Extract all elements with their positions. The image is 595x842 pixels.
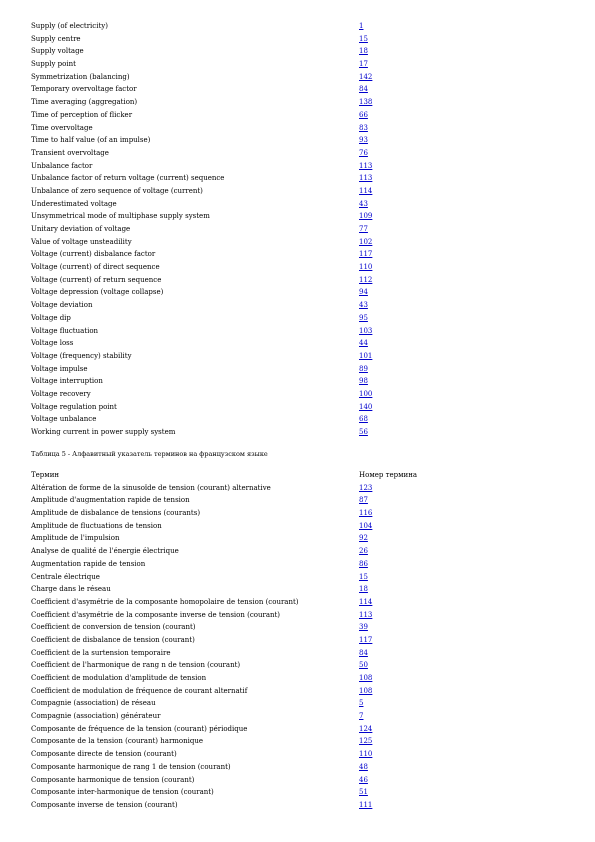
term-number-link[interactable]: 100 — [359, 389, 373, 398]
term-text: Symmetrization (balancing) — [31, 72, 130, 81]
term-number-link[interactable]: 114 — [359, 597, 373, 606]
index-row — [31, 109, 571, 122]
term-number-link[interactable]: 76 — [359, 148, 368, 157]
term-text: Amplitude de fluctuations de tension — [31, 521, 162, 530]
index-row — [31, 545, 571, 558]
index-row — [31, 96, 571, 109]
term-text: Supply (of electricity) — [31, 22, 108, 30]
term-number-link[interactable]: 110 — [359, 750, 373, 759]
index-row — [31, 375, 571, 388]
term-number-link[interactable]: 66 — [359, 110, 368, 119]
term-number-link[interactable]: 89 — [359, 364, 368, 373]
term-number-link[interactable]: 114 — [359, 186, 373, 195]
term-text: Time averaging (aggregation) — [31, 98, 138, 107]
index-row — [31, 532, 571, 545]
term-text: Voltage regulation point — [31, 402, 117, 411]
term-number-link[interactable]: 117 — [359, 635, 373, 644]
term-number-link[interactable]: 109 — [359, 212, 373, 221]
term-number-link[interactable]: 102 — [359, 237, 373, 246]
index-row — [31, 172, 571, 185]
term-number-link[interactable]: 125 — [359, 737, 373, 746]
term-text: Voltage (current) of return sequence — [31, 275, 162, 284]
index-list-french — [31, 469, 571, 812]
index-row — [31, 337, 571, 350]
term-number-link[interactable]: 113 — [359, 610, 373, 619]
term-number-link[interactable]: 48 — [359, 762, 368, 771]
index-row — [31, 634, 571, 647]
term-number-link[interactable]: 5 — [359, 699, 364, 708]
term-text: Coefficient de la surtension temporaire — [31, 648, 171, 657]
term-text: Transient overvoltage — [31, 148, 109, 157]
term-number-link[interactable]: 92 — [359, 534, 368, 543]
term-text: Coefficient de l'harmonique de rang n de tension (courant) — [31, 661, 241, 670]
term-number-link[interactable]: 43 — [359, 301, 368, 310]
term-text: Voltage dip — [31, 313, 71, 322]
index-row — [31, 71, 571, 84]
term-text: Composante de fréquence de la tension (courant) périodique — [31, 724, 248, 733]
index-row — [31, 58, 571, 71]
term-text: Analyse de qualité de l'énergie électrique — [31, 547, 179, 556]
index-row — [31, 583, 571, 596]
term-number-link[interactable]: 86 — [359, 559, 368, 568]
index-row — [31, 185, 571, 198]
index-row — [31, 198, 571, 211]
term-text: Voltage (current) of direct sequence — [31, 263, 160, 272]
term-text: Underestimated voltage — [31, 199, 117, 208]
index-row — [31, 697, 571, 710]
term-number-link[interactable]: 46 — [359, 775, 368, 784]
index-row — [31, 210, 571, 223]
index-row — [31, 325, 571, 338]
index-row — [31, 761, 571, 774]
index-row — [31, 312, 571, 325]
term-text: Compagnie (association) de réseau — [31, 699, 156, 708]
term-number-link[interactable]: 116 — [359, 509, 373, 518]
term-number-link[interactable]: 94 — [359, 288, 368, 297]
term-number-link[interactable]: 101 — [359, 351, 373, 360]
header-number: Номер термина — [359, 471, 418, 479]
term-text: Voltage (frequency) stability — [31, 351, 132, 360]
term-text: Unbalance factor — [31, 161, 93, 170]
index-row — [31, 33, 571, 46]
term-number-link[interactable]: 123 — [359, 483, 373, 492]
term-number-link[interactable]: 39 — [359, 623, 368, 632]
index-row — [31, 659, 571, 672]
index-row — [31, 286, 571, 299]
term-text: Coefficient de conversion de tension (courant) — [31, 623, 196, 632]
term-text: Voltage deviation — [31, 301, 93, 310]
term-number-link[interactable]: 84 — [359, 85, 368, 94]
term-text: Voltage interruption — [31, 377, 103, 386]
index-row — [31, 45, 571, 58]
term-text: Unbalance of zero sequence of voltage (current) — [31, 186, 203, 195]
term-text: Time overvoltage — [31, 123, 93, 132]
index-row — [31, 609, 571, 622]
index-row — [31, 735, 571, 748]
term-text: Composante inverse de tension (courant) — [31, 800, 178, 809]
term-text: Coefficient d'asymétrie de la composante inverse de tension (courant) — [31, 610, 281, 619]
term-text: Supply voltage — [31, 47, 84, 56]
term-text: Voltage depression (voltage collapse) — [31, 288, 164, 297]
term-number-link[interactable]: 113 — [359, 161, 373, 170]
index-row — [31, 248, 571, 261]
index-row — [31, 401, 571, 414]
term-number-link[interactable]: 138 — [359, 98, 373, 107]
term-text: Working current in power supply system — [31, 428, 176, 436]
term-number-link[interactable]: 51 — [359, 788, 368, 797]
term-text: Composante inter-harmonique de tension (courant) — [31, 788, 214, 797]
term-text: Temporary overvoltage factor — [31, 85, 137, 94]
term-text: Supply point — [31, 60, 76, 69]
term-number-link[interactable]: 15 — [359, 572, 368, 581]
term-text: Voltage (current) disbalance factor — [31, 250, 156, 259]
index-row — [31, 596, 571, 609]
term-number-link[interactable]: 50 — [359, 661, 368, 670]
term-number-link[interactable]: 83 — [359, 123, 368, 132]
term-text: Coefficient d'asymétrie de la composante homopolaire de tension (courant) — [31, 597, 299, 606]
term-text: Charge dans le réseau — [31, 585, 111, 594]
term-number-link[interactable]: 87 — [359, 496, 368, 505]
term-number-link[interactable]: 108 — [359, 686, 373, 695]
index-row — [31, 774, 571, 787]
term-text: Composante de la tension (courant) harmonique — [31, 737, 204, 746]
index-row — [31, 558, 571, 571]
index-row — [31, 647, 571, 660]
index-row — [31, 20, 571, 33]
term-text: Amplitude de disbalance de tensions (courants) — [31, 509, 201, 518]
term-text: Unitary deviation of voltage — [31, 225, 131, 233]
term-number-link[interactable]: 112 — [359, 275, 373, 284]
term-number-link[interactable]: 1 — [359, 22, 364, 30]
index-row — [31, 122, 571, 135]
term-text: Composante harmonique de rang 1 de tension (courant) — [31, 762, 231, 771]
header-term: Термин — [31, 471, 60, 479]
term-number-link[interactable]: 43 — [359, 199, 368, 208]
index-row — [31, 223, 571, 236]
term-number-link[interactable]: 103 — [359, 326, 373, 335]
index-row — [31, 520, 571, 533]
index-row — [31, 83, 571, 96]
term-text: Compagnie (association) générateur — [31, 712, 161, 721]
term-text: Centrale électrique — [31, 572, 100, 581]
index-row — [31, 710, 571, 723]
index-row — [31, 147, 571, 160]
term-text: Unbalance factor of return voltage (current) sequence — [31, 174, 225, 183]
index-row — [31, 160, 571, 173]
index-row — [31, 363, 571, 376]
index-row — [31, 723, 571, 736]
term-text: Amplitude de l'impulsion — [31, 534, 120, 543]
term-number-link[interactable]: 68 — [359, 415, 368, 424]
index-row — [31, 571, 571, 584]
term-number-link[interactable]: 110 — [359, 263, 373, 272]
index-row — [31, 426, 571, 439]
index-row — [31, 134, 571, 147]
index-row — [31, 672, 571, 685]
term-number-link[interactable]: 18 — [359, 585, 368, 594]
term-number-link[interactable]: 7 — [359, 712, 364, 721]
term-text: Time to half value (of an impulse) — [31, 136, 151, 145]
table-header — [31, 469, 571, 482]
index-row — [31, 507, 571, 520]
term-text: Time of perception of flicker — [31, 110, 133, 119]
term-number-link[interactable]: 104 — [359, 521, 373, 530]
term-text: Altération de forme de la sinusoïde de tension (courant) alternative — [31, 483, 271, 492]
term-text: Unsymmetrical mode of multiphase supply system — [31, 212, 210, 221]
term-number-link[interactable]: 44 — [359, 339, 368, 348]
term-text: Supply centre — [31, 34, 81, 43]
index-row — [31, 236, 571, 249]
term-text: Composante harmonique de tension (courant) — [31, 775, 195, 784]
index-row — [31, 388, 571, 401]
term-number-link[interactable]: 77 — [359, 225, 368, 233]
term-number-link[interactable]: 124 — [359, 724, 373, 733]
table-caption: Таблица 5 - Алфавитный указатель терминов на французском языке — [31, 450, 268, 458]
index-row — [31, 748, 571, 761]
index-row — [31, 299, 571, 312]
term-number-link[interactable]: 142 — [359, 72, 373, 81]
index-row — [31, 350, 571, 363]
term-text: Composante directe de tension (courant) — [31, 750, 177, 759]
term-number-link[interactable]: 18 — [359, 47, 368, 56]
term-text: Value of voltage unsteadility — [31, 237, 132, 246]
index-row — [31, 261, 571, 274]
term-number-link[interactable]: 93 — [359, 136, 368, 145]
term-text: Voltage unbalance — [31, 415, 97, 424]
index-row — [31, 685, 571, 698]
term-number-link[interactable]: 117 — [359, 250, 373, 259]
index-row — [31, 621, 571, 634]
term-number-link[interactable]: 113 — [359, 174, 373, 183]
term-text: Voltage loss — [31, 339, 74, 348]
term-number-link[interactable]: 15 — [359, 34, 368, 43]
term-number-link[interactable]: 26 — [359, 547, 368, 556]
term-number-link[interactable]: 111 — [359, 800, 373, 809]
term-text: Voltage fluctuation — [31, 326, 99, 335]
index-row — [31, 274, 571, 287]
index-row — [31, 799, 571, 812]
term-number-link[interactable]: 56 — [359, 428, 368, 436]
term-text: Coefficient de disbalance de tension (courant) — [31, 635, 195, 644]
term-number-link[interactable]: 140 — [359, 402, 373, 411]
term-number-link[interactable]: 95 — [359, 313, 368, 322]
term-number-link[interactable]: 108 — [359, 674, 373, 682]
index-row — [31, 494, 571, 507]
index-row — [31, 413, 571, 426]
term-number-link[interactable]: 17 — [359, 60, 368, 69]
term-text: Amplitude d'augmentation rapide de tension — [31, 496, 190, 505]
term-text: Voltage impulse — [31, 364, 88, 373]
index-row — [31, 786, 571, 799]
term-text: Coefficient de modulation de fréquence de courant alternatif — [31, 686, 248, 695]
term-number-link[interactable]: 98 — [359, 377, 368, 386]
term-number-link[interactable]: 84 — [359, 648, 368, 657]
term-text: Augmentation rapide de tension — [31, 559, 146, 568]
index-row — [31, 482, 571, 495]
term-text: Voltage recovery — [31, 389, 91, 398]
index-list-english — [31, 20, 571, 439]
term-text: Coefficient de modulation d'amplitude de tension — [31, 674, 207, 682]
